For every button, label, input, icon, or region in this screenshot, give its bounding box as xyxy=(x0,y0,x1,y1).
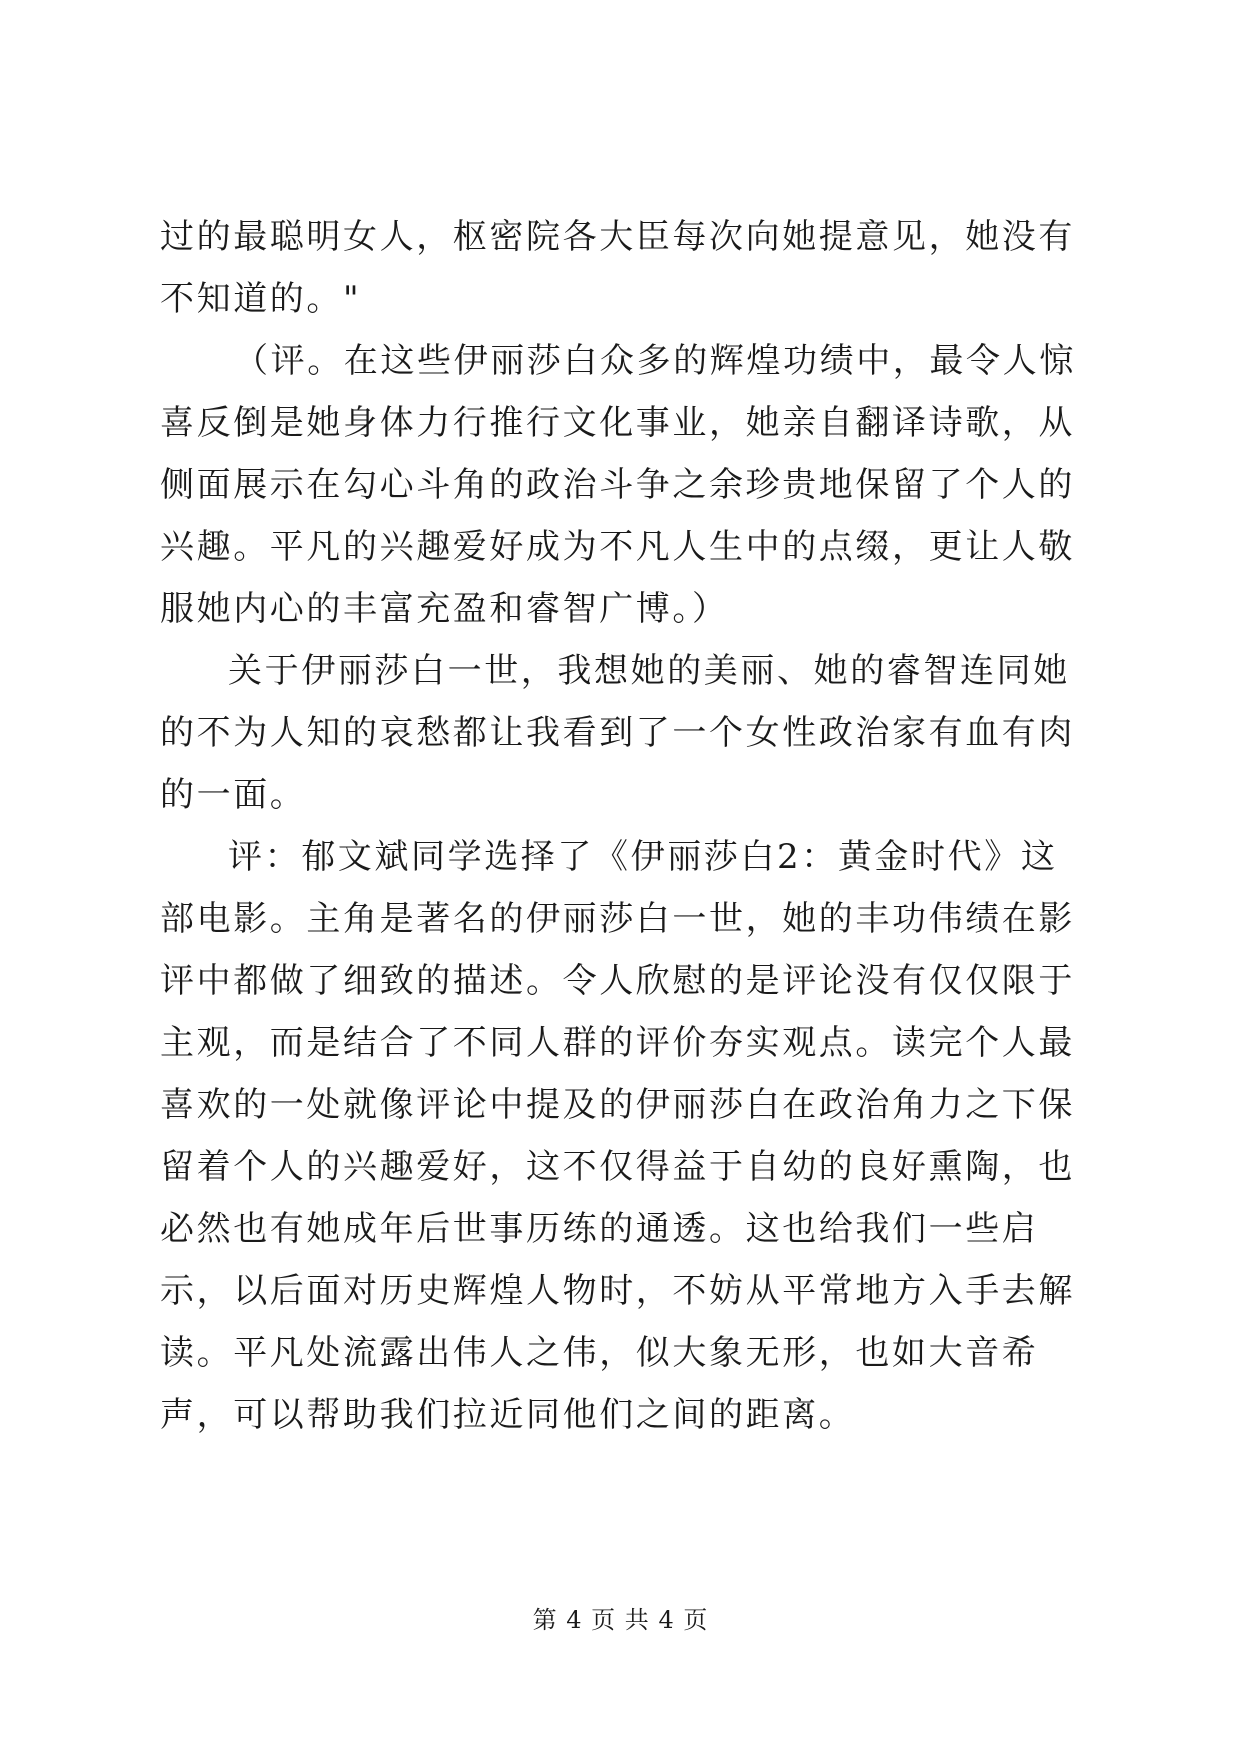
paragraph-conclusion: 关于伊丽莎白一世，我想她的美丽、她的睿智连同她的不为人知的哀愁都让我看到了一个女性政治家有血有肉的一面。 xyxy=(160,651,1075,815)
document-body xyxy=(160,206,1090,1446)
page-footer: 第 4 页 共 4 页 xyxy=(532,1606,709,1634)
paragraph-continuation: 过的最聪明女人，枢密院各大臣每次向她提意见，她没有不知道的。" xyxy=(160,217,1075,319)
paragraph-commentary: （评。在这些伊丽莎白众多的辉煌功绩中，最令人惊喜反倒是她身体力行推行文化事业，她亲自翻译诗歌，从侧面展示在勾心斗角的政治斗争之余珍贵地保留了个人的兴趣。平凡的兴趣爱好成为不凡人生中的点缀，更让人敬服她内心的丰富充盈和睿智广博。） xyxy=(160,341,1076,629)
paragraph-review: 评：郁文斌同学选择了《伊丽莎白2：黄金时代》这部电影。主角是著名的伊丽莎白一世，她的丰功伟绩在影评中都做了细致的描述。令人欣慰的是评论没有仅仅限于主观，而是结合了不同人群的评价夯实观点。读完个人最喜欢的一处就像评论中提及的伊丽莎白在政治角力之下保留着个人的兴趣爱好，这不仅得益于自幼的良好熏陶，也必然也有她成年后世事历练的通透。这也给我们一些启示，以后面对历史辉煌人物时，不妨从平常地方入手去解读。平凡处流露出伟人之伟，似大象无形，也如大音希声，可以帮助我们拉近同他们之间的距离。 xyxy=(160,837,1075,1435)
